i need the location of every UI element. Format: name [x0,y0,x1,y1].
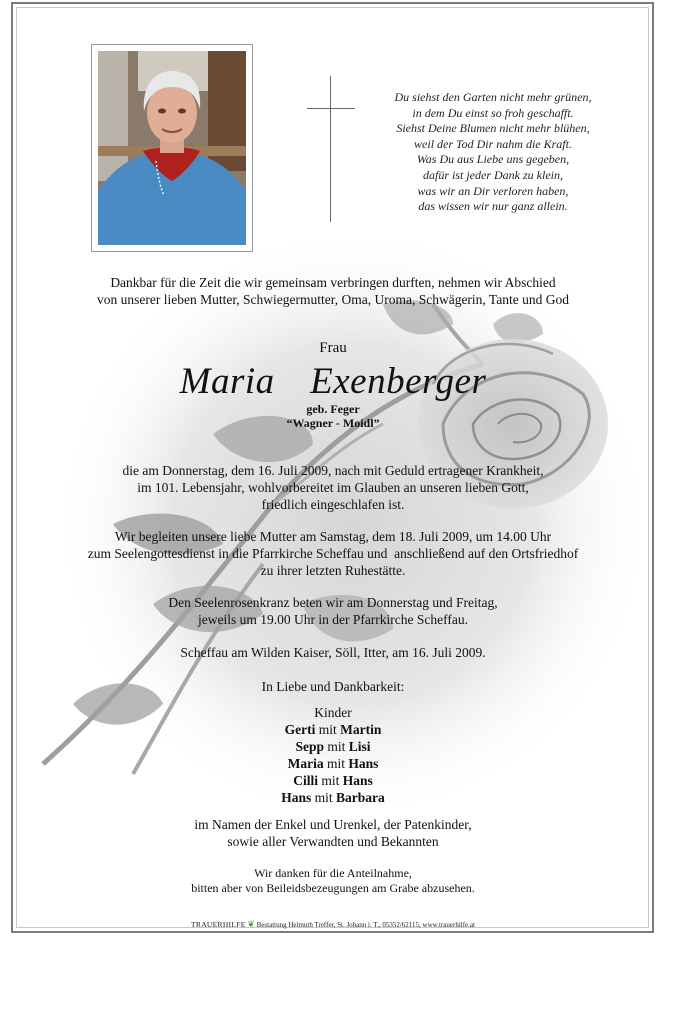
poem-line: das wissen wir nur ganz allein. [418,199,568,214]
leaf-icon: ❦ [247,919,255,929]
funeral-line: zu ihrer letzten Ruhestätte. [260,563,406,578]
children-list [33,704,633,806]
intro-line: von unserer lieben Mutter, Schwiegermutter, Oma, Uroma, Schwägerin, Tante und God [97,292,569,307]
maiden-name: geb. Feger [306,402,360,416]
death-notice-line: die am Donnerstag, dem 16. Juli 2009, nach mit Geduld ertragener Krankheit, [122,463,544,478]
funeral-notice [33,528,633,579]
poem [373,90,613,215]
poem-line: dafür ist jeder Dank zu klein, [423,167,563,182]
poem-line: in dem Du einst so froh geschafft. [412,105,574,120]
rosary-line: Den Seelenrosenkranz beten wir am Donnerstag und Freitag, [168,595,498,610]
poem-line: weil der Tod Dir nahm die Kraft. [414,136,572,151]
funeral-line: zum Seelengottesdienst in die Pfarrkirche Scheffau und anschließend auf den Ortsfriedhof [87,546,579,561]
children-heading: Kinder [314,705,352,720]
thanks-line: Wir danken für die Anteilnahme, [254,866,412,880]
family-note-line: im Namen der Enkel und Urenkel, der Patenkinder, [194,817,472,832]
family-note-line: sowie aller Verwandten und Bekannten [227,834,439,849]
funeral-line: Wir begleiten unsere liebe Mutter am Samstag, dem 18. Juli 2009, um 14.00 Uhr [114,529,552,544]
portrait-photo [98,51,246,245]
poem-line: Was Du aus Liebe uns gegeben, [416,152,570,167]
thanks-note [33,866,633,896]
cross-vertical-bar [330,76,331,222]
cross-horizontal-bar [307,108,355,109]
death-notice [33,462,633,513]
place-date: Scheffau am Wilden Kaiser, Söll, Itter, am 16. Juli 2009. [180,645,486,660]
maiden-info [33,402,633,430]
intro-line: Dankbar für die Zeit die wir gemeinsam verbringen durften, nehmen wir Abschied [110,275,556,290]
poem-line: Siehst Deine Blumen nicht mehr blühen, [396,121,590,136]
intro-text [33,274,633,308]
couple-row: Maria mit Hans [287,756,379,771]
footer-brand: TRAUERHILFE [191,920,246,929]
love-line: In Liebe und Dankbarkeit: [261,679,405,694]
obituary-card [11,2,654,933]
couple-row: Sepp mit Lisi [295,739,371,754]
poem-line: Du siehst den Garten nicht mehr grünen, [394,90,592,104]
poem-line: was wir an Dir verloren haben, [417,183,569,198]
death-notice-line: friedlich eingeschlafen ist. [261,497,405,512]
nickname: “Wagner - Moidl” [286,416,380,430]
rosary-notice [33,594,633,628]
footer-details: Bestattung Helmuth Treffer, St. Johann i. T., 05352/62115, www.trauerhilfe.at [256,921,475,929]
family-note [33,816,633,850]
thanks-line: bitten aber von Beileidsbezeugungen am Grabe abzusehen. [191,881,475,895]
deceased-name: Maria Exenberger [179,361,487,402]
couple-row: Hans mit Barbara [281,790,385,805]
rosary-line: jeweils um 19.00 Uhr in der Pfarrkirche Scheffau. [197,612,469,627]
couple-row: Gerti mit Martin [284,722,382,737]
portrait-frame [91,44,253,252]
couple-row: Cilli mit Hans [293,773,373,788]
footer [33,919,633,930]
salutation: Frau [319,340,347,356]
death-notice-line: im 101. Lebensjahr, wohlvorbereitet im Glauben an unseren lieben Gott, [137,480,529,495]
